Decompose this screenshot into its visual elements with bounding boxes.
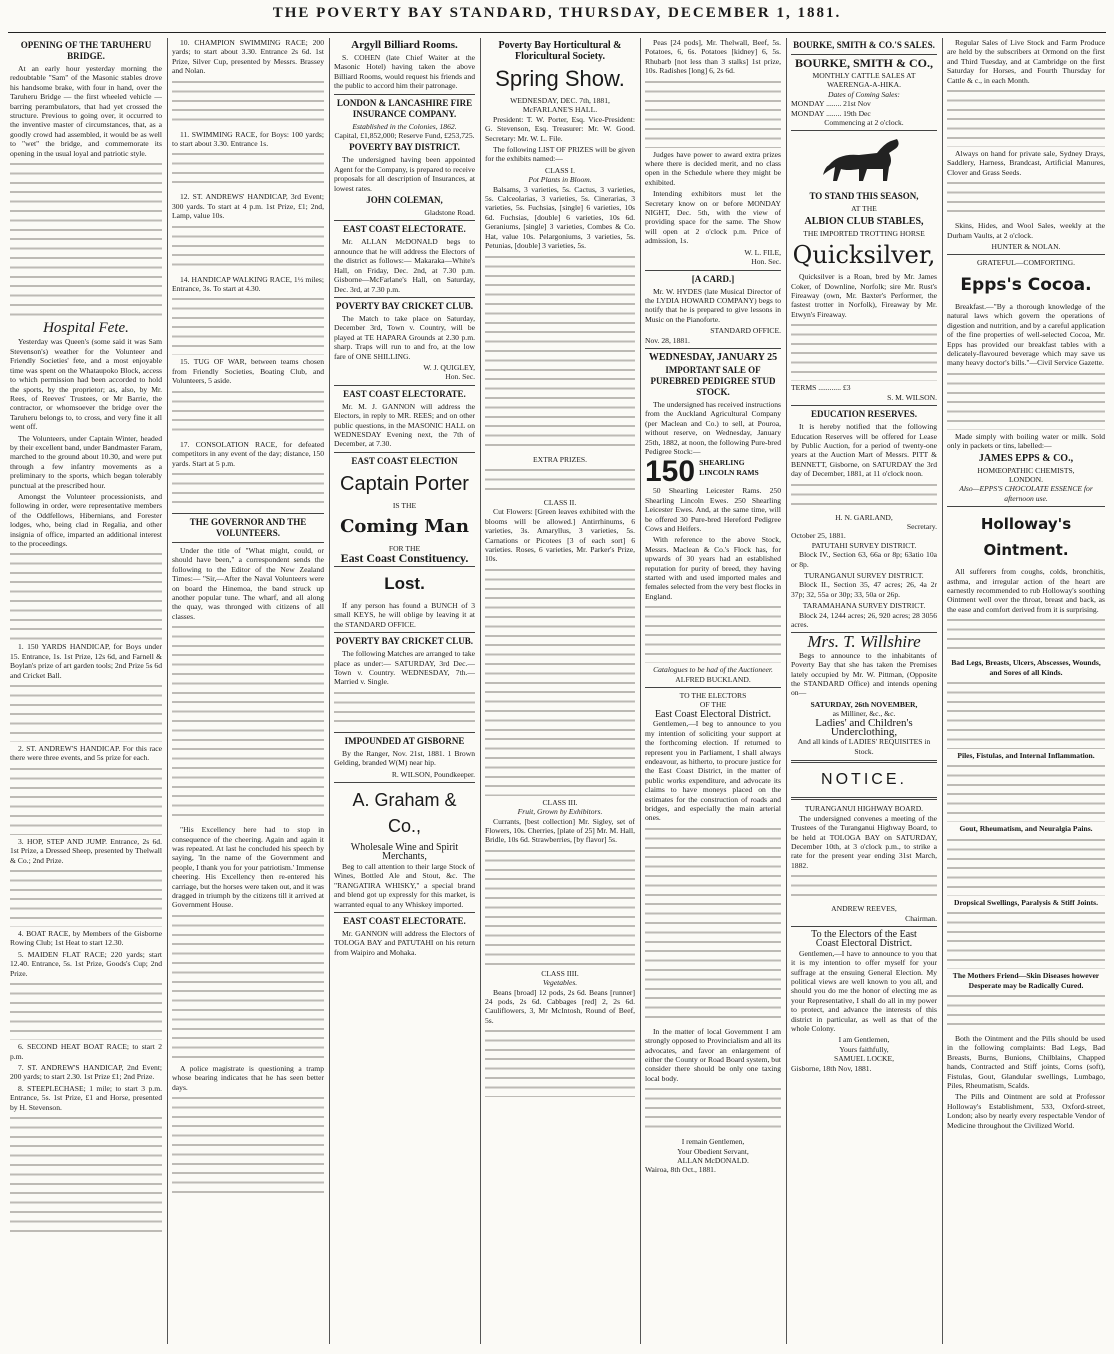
event-item: 4. BOAT RACE, by Members of the Gisborne Rowing Club; 1st Heat to start 12.30.	[10, 929, 162, 948]
article-heading: OPENING OF THE TARUHERU BRIDGE.	[20, 40, 152, 61]
ad-closing: Your Obedient Servant,	[677, 1146, 749, 1156]
divider	[334, 452, 475, 453]
ad-text: Also—EPPS'S CHOCOLATE ESSENCE for afternoon use.	[959, 484, 1093, 503]
divider	[645, 270, 781, 271]
ad-venue: McFARLANE'S HALL.	[522, 105, 598, 115]
ad-text: If any person has found a BUNCH of 3 small KEYS, he will oblige by leaving it at the STANDARD OFFICE.	[334, 601, 475, 629]
ad-text: The following Matches are arranged to take place as under:— SATURDAY, 3rd Dec.—Town v. Country. WEDNESDAY, 7th.—Married v. Single.	[334, 649, 475, 687]
ad-text: Skins, Hides, and Wool Sales, weekly at the Durham Vaults, at 2 o'clock.	[947, 221, 1105, 240]
ad-text: Gentlemen,—I have to announce to you that it is my intention to offer myself for your suffrage at the ensuing General Election. My political views are well known to you all, and should you do me the honor of electing me as your Representative, I shall do all in my power to protect, and advance the interests of this district in particular, as well as that of the whole Colony.	[791, 948, 937, 1033]
ad-subheading: Established in the Colonies, 1862.	[352, 121, 457, 131]
ad-heading: EDUCATION RESERVES.	[810, 409, 918, 420]
ad-heading: ALBION CLUB STABLES,	[804, 215, 924, 227]
event-item: 8. STEEPLECHASE; 1 mile; to start 3 p.m. Entrance, 5s. 1st Prize, £1 and Horse, presented by H. Stevenson.	[10, 1083, 162, 1112]
ad-text: It is hereby notified that the following Education Reserves will be offered for Lease by Public Auction, for a period of twenty-one years at the Auction Mart of Messrs. PITT & BENNETT, Gisborne, on SATURDAY the 3rd day of December, 1881, at 11 o'clock noon.	[791, 422, 937, 479]
ad-heading: East Coast Electoral District.	[654, 708, 772, 720]
ad-heading: AT THE	[851, 204, 877, 214]
ad-date: SATURDAY, 26th NOVEMBER,	[810, 699, 918, 709]
ad-signature: ANDREW REEVES,	[831, 904, 897, 914]
ad-text: Mr. M. J. GANNON will address the Electors, in reply to MR. REES; and on other public questions, in the MASONIC HALL on WEDNESDAY Evening next, the 7th of December, at 7.30.	[334, 401, 475, 449]
masthead	[0, 4, 1114, 34]
article-text-block	[10, 980, 162, 1040]
class-subheading: Fruit, Grown by Exhibitors.	[517, 807, 603, 817]
divider	[791, 405, 937, 406]
article-text-block	[10, 682, 162, 742]
stock-label: SHEARLING LINCOLN RAMS	[699, 458, 759, 477]
ad-signature: H. N. GARLAND,	[835, 512, 893, 522]
stock-count	[645, 458, 781, 486]
article-text-block	[172, 623, 324, 823]
divider	[334, 912, 475, 913]
ad-heading: IMPORTANT SALE OF PUREBRED PEDIGREE STUD STOCK.	[650, 364, 776, 397]
list-text-block	[485, 253, 635, 453]
divider	[791, 797, 937, 800]
article-text-block	[172, 470, 324, 510]
ad-title: Chairman.	[905, 913, 937, 923]
class-list: Currants, [best collection] Mr. Sigley, set of Flowers, 10s. Cherries, [plate of 25] Mr. M. Hall, Bridle, 10s 6d. Strawberries, [by flavor] 5s.	[485, 816, 635, 845]
ad-subheading: as Milliner, &c., &c.	[832, 709, 896, 719]
ad-subheading: MONTHLY CATTLE SALES AT WAERENGA-A-HIKA.	[812, 71, 916, 90]
sale-date: MONDAY ........ 19th Dec	[791, 108, 871, 118]
ad-text: S. COHEN (late Chief Waiter at the Masonic Hotel) having taken the above Billiard Rooms, would request his friends and the public to accord him their patronage.	[334, 53, 475, 91]
ad-display-line: Epps's Cocoa.	[960, 274, 1092, 295]
ad-text: And all kinds of LADIES' REQUISITES in Stock.	[797, 737, 931, 756]
divider	[791, 760, 937, 763]
event-item: 1. 150 YARDS HANDICAP, for Boys under 15. Entrance, 1s. 1st Prize, 12s 6d, and Farnell & Boylan's prize of art garden tools; 2nd Prize 5s 6d and Cricket Ball.	[10, 642, 162, 680]
ad-heading: Mrs. T. Willshire	[807, 632, 921, 652]
ad-heading: POVERTY BAY CRICKET CLUB.	[335, 636, 474, 647]
ad-heading: EAST COAST ELECTORATE.	[343, 224, 466, 235]
column-divider	[167, 38, 168, 1344]
list-text-block	[485, 466, 635, 496]
ad-heading: IMPOUNDED AT GISBORNE	[344, 735, 465, 746]
ad-heading: EAST COAST ELECTORATE.	[343, 915, 466, 926]
ad-heading: Poverty Bay Horticultural & Floricultural Society.	[498, 40, 622, 62]
ad-closing: Yours faithfully,	[839, 1044, 889, 1054]
list-text-block	[645, 78, 781, 148]
ad-text-block	[947, 679, 1105, 749]
ad-address: STANDARD OFFICE.	[710, 326, 781, 336]
ad-signature: JOHN COLEMAN,	[366, 195, 443, 206]
ad-text: Begs to announce to the inhabitants of Poverty Bay that she has taken the Premises lately occupied by Mr. W. Pittman, (Opposite the STANDARD Office) and intends opening on—	[791, 650, 937, 698]
ad-heading: BOURKE, SMITH & CO.'S SALES.	[793, 40, 935, 50]
article-text-block	[172, 1094, 324, 1194]
ad-text: Block 24, 1244 acres; 26, 920 acres; 28 3056 acres.	[791, 610, 937, 629]
class-heading: CLASS III.	[542, 797, 578, 807]
ad-heading: WEDNESDAY, JANUARY 25	[648, 351, 778, 363]
ad-date: Nov. 28, 1881.	[645, 335, 690, 345]
ad-signature: R. WILSON, Poundkeeper.	[391, 769, 475, 779]
ad-text-block	[791, 872, 937, 902]
ad-text: The following LIST OF PRIZES will be given for the exhibits named:—	[485, 145, 635, 164]
ad-text: Mr. W. HYDES (late Musical Director of the LYDIA HOWARD COMPANY) begs to notify that he is prepared to give lessons in Music on the Pianoforte.	[645, 286, 781, 324]
ad-closing: I am Gentlemen,	[838, 1035, 890, 1045]
article-text-block	[10, 1114, 162, 1234]
article-text-block	[10, 867, 162, 927]
ad-text-block	[947, 909, 1105, 969]
ad-heading: POVERTY BAY CRICKET CLUB.	[335, 300, 474, 311]
divider	[172, 542, 324, 543]
divider	[334, 566, 475, 567]
ad-display-line: Holloway's Ointment.	[980, 515, 1072, 560]
ad-heading: TO STAND THIS SEASON,	[809, 191, 919, 202]
event-item: 3. HOP, STEP AND JUMP. Entrance, 2s 6d. 1st Prize, a Dressed Sheep, presented by Thelwall & Co.; 2nd Prize.	[10, 836, 162, 865]
ad-text: Mr. GANNON will address the Electors of TOLOGA BAY and PATUTAHI on his return from Waipiro and Mohaka.	[334, 928, 475, 957]
ad-subheading: Dates of Coming Sales:	[828, 89, 900, 99]
ad-text-block	[791, 481, 937, 511]
ad-text: Both the Ointment and the Pills should be used in the following complaints: Bad Legs, Bad Breasts, Burns, Bunions, Chilblains, Chapped hands, Contracted and Stiff joints, Corns (soft), Fistulas, Gout, Glandular swellings, Lumbago, Piles, Rheumatism, Scalds.	[947, 1034, 1105, 1091]
article-text-block	[10, 550, 162, 640]
ad-date: WEDNESDAY, DEC. 7th, 1881,	[510, 96, 610, 105]
ad-text: Capital, £1,852,000; Reserve Fund, £253,725.	[334, 131, 475, 141]
article-paragraph: "His Excellency here had to stop in consequence of the cheering. Again and again it was repeated. At last he concluded his speech by saying, 'In the name of the Government and people, I thank you for your patriotism.' Immense cheering. His Excellency then re-entered his carriage, but the horses were taken out, and it was dragged in triumph by the citizens till it arrived at Government House.	[172, 825, 324, 910]
article-text-block	[172, 388, 324, 438]
ad-signature: SAMUEL LOCKE,	[833, 1054, 895, 1064]
column-divider	[786, 38, 787, 1344]
column-6	[791, 38, 937, 1344]
ad-signature: S. M. WILSON.	[887, 392, 937, 402]
article-text-block	[10, 160, 162, 320]
ad-date: October 25, 1881.	[791, 531, 846, 541]
ad-text: Made simply with boiling water or milk. Sold only in packets or tins, labelled:—	[947, 431, 1105, 451]
class-heading: CLASS IIII.	[541, 968, 579, 978]
divider	[791, 54, 937, 55]
ad-subheading: Wholesale Wine and Spirit Merchants,	[350, 842, 459, 863]
class-heading: CLASS II.	[543, 497, 577, 507]
ad-text: Quicksilver is a Roan, bred by Mr. James Coker, of Downline, Norfolk; sire Mr. Rust's Fireaway (own, Mr. Baxter's Performer, the fastest trotter in Norfolk), Fireaway by Mr. Etwyn's Fireaway.	[791, 272, 937, 319]
column-3	[334, 38, 475, 1344]
column-4	[485, 38, 635, 1344]
class-list: Beans [broad] 12 pods, 2s 6d. Beans [runner] 24 pods, 2s 6d. Cabbages [red] 2, 2s 6d. Cauliflowers, 3, Mr McIntosh, Round of Beef, 5s.	[485, 987, 635, 1025]
ad-text-block	[947, 179, 1105, 219]
ad-heading: LONDON & LANCASHIRE FIRE INSURANCE COMPANY.	[336, 97, 473, 119]
divider	[334, 632, 475, 633]
ad-text: President: T. W. Porter, Esq. Vice-President: G. Stevenson, Esq. Treasurer: Mr. W. Good. Secretary: Mr. W. L. File.	[485, 114, 635, 143]
ad-display-line: Quicksilver,	[792, 241, 936, 270]
article-text-block	[172, 912, 324, 1062]
ad-text: The Pills and Ointment are sold at Professor Holloway's Establishment, 533, Oxford-street, London; also by nearly every respectable Vendor of Medicine throughout the Civilized World.	[947, 1092, 1105, 1130]
class-heading: EXTRA PRIZES.	[532, 454, 587, 464]
column-divider	[640, 38, 641, 1344]
section-heading: The Mothers Friend—Skin Diseases however Desperate may be Radically Cured.	[952, 971, 1100, 990]
article-text-block	[10, 765, 162, 835]
ad-subheading: TURANGANUI HIGHWAY BOARD.	[804, 804, 924, 814]
ad-text: The undersigned having been appointed Agent for the Company, is prepared to receive proposals for all description of Insurances, at lowest rates.	[334, 155, 475, 193]
sale-note: Commencing at 2 o'clock.	[824, 118, 904, 128]
article-text-block	[172, 150, 324, 190]
ad-text: Intending exhibitors must let the Secretary know on or before MONDAY NIGHT, Dec. 5th, with the view of providing space for the same. The Show will open at 2 o'clock p.m. Price of admission, 1s.	[645, 189, 781, 246]
ad-heading: Argyll Billiard Rooms.	[351, 39, 458, 51]
ad-signature: HUNTER & NOLAN.	[991, 242, 1061, 252]
ad-heading: EAST COAST ELECTORATE.	[343, 388, 466, 399]
divider	[172, 513, 324, 514]
class-subheading: Pot Plants in Bloom.	[528, 175, 592, 185]
article-text-block	[172, 78, 324, 128]
ad-signature: ALLAN McDONALD.	[677, 1156, 749, 1165]
divider	[334, 385, 475, 386]
sale-date: MONDAY ........ 21st Nov	[791, 99, 871, 109]
masthead-title: THE POVERTY BAY STANDARD, THURSDAY, DECEMBER 1, 1881.	[272, 5, 842, 21]
event-item: 14. HANDICAP WALKING RACE, 1½ miles; Entrance, 3s. To start at 4.30.	[172, 274, 324, 294]
event-item: 12. ST. ANDREWS' HANDICAP, 3rd Event; 300 yards. To start at 4 p.m. 1st Prize, £1; 2nd, Lamp, value 10s.	[172, 192, 324, 221]
list-text-block	[485, 1027, 635, 1097]
ad-text-block	[947, 370, 1105, 430]
ad-display-line: Ladies' and Children's Underclothing,	[815, 716, 913, 739]
stock-number: 150	[645, 458, 696, 487]
ad-address: Gladstone Road.	[424, 208, 475, 218]
ad-heading: [A CARD.]	[691, 273, 735, 284]
event-item: 15. TUG OF WAR, between teams chosen from Friendly Societies, Boating Club, and Volunteers, 5 aside.	[172, 357, 324, 386]
event-item: 7. ST. ANDREW'S HANDICAP, 2nd Event; 200 yards; to start 2.30. 1st Prize £1; 2nd Prize.	[10, 1062, 162, 1082]
event-item: 5. MAIDEN FLAT RACE; 220 yards; start 12.40. Entrance, 5s. 1st Prize, Goods's Cup; 2nd Prize.	[10, 949, 162, 978]
ad-text: Block IV., Section 63, 66a or 8p; 63atio 10a or 8p.	[791, 550, 937, 569]
article-paragraph: The Volunteers, under Captain Winter, headed by their excellent band, under Bandmaster Faram, marched to the ground about 10.30, and were put through a few infantry movements as a preliminary to the sports, which began tolerably punctual at the prescribed hour.	[10, 433, 162, 490]
ad-heading: GRATEFUL—COMFORTING.	[976, 258, 1076, 268]
ad-subheading: THE IMPORTED TROTTING HORSE	[803, 228, 925, 238]
article-heading: Hospital Fete.	[43, 320, 129, 337]
ad-title: Hon. Sec.	[445, 372, 475, 382]
ad-heading: A. Graham & Co.,	[352, 790, 457, 837]
ad-heading: EAST COAST ELECTION	[351, 455, 458, 466]
column-divider	[329, 38, 330, 1344]
section-heading: Piles, Fistulas, and Internal Inflammation.	[957, 751, 1095, 760]
ad-heading: NOTICE.	[821, 771, 907, 789]
ad-heading: POVERTY BAY DISTRICT.	[349, 142, 460, 153]
divider	[334, 220, 475, 221]
ad-text: By the Ranger, Nov. 21st, 1881. 1 Brown Gelding, branded W(M) near hip.	[334, 748, 475, 768]
ad-text-block	[645, 825, 781, 1025]
ad-text-block	[334, 689, 475, 729]
horse-illustration-icon	[819, 135, 909, 187]
class-heading: CLASS I.	[545, 165, 575, 175]
column-divider	[942, 38, 943, 1344]
event-item: 11. SWIMMING RACE, for Boys: 100 yards; to start about 3.30. Entrance 1s.	[172, 129, 324, 149]
column-1	[10, 38, 162, 1344]
district-heading: TARAMAHANA SURVEY DISTRICT.	[802, 601, 926, 611]
class-subheading: Vegetables.	[542, 978, 578, 988]
ad-text: All sufferers from coughs, colds, bronchitis, asthma, and irregular action of the heart are earnestly recommended to rub Holloway's soothing Ointment well over the throat, breast and back, as the ease and comfort derived from it is surprising.	[947, 567, 1105, 614]
event-item: 17. CONSOLATION RACE, for defeated competitors in any event of the day; distance, 150 yards. Start at 5 p.m.	[172, 439, 324, 468]
list-text-block	[485, 847, 635, 967]
ad-display-line: Spring Show.	[495, 66, 625, 91]
ad-text: Gentlemen,—I beg to announce to you my intention of soliciting your support at the forthcoming election. If returned to represent you in Parliament, I shall always endeavour, as hitherto, to procure justice for the East Coast District, in the matter of public works expenditure, and advocate its claims to have moneys placed on the estimates for the construction of roads and bridges, and especially the main arterial ones.	[645, 719, 781, 823]
event-item: 10. CHAMPION SWIMMING RACE; 200 yards; to start about 3.30. Entrance 2s 6d. 1st Prize, Silver Cup, presented by Messrs. Brassey and Nolan.	[172, 38, 324, 76]
article-paragraph: Yesterday was Queen's (some said it was Sam Stevenson's) weather for the Volunteer and Friendly Societies' fete, and a most enjoyable time was spent on the Whataupoko Block, access to which permission had been accorded to hold the sports, by the proprietor; as, also, by Mr. Rees, of Reeves' Trustees, or Mr Barrie, the contractor, or whomsoever the bridge over the Taruheru belongs to, to cross, and very fine it all went off.	[10, 337, 162, 432]
ad-date: Gisborne, 18th Nov, 1881.	[791, 1063, 872, 1073]
section-heading: Dropsical Swellings, Paralysis & Stiff Joints.	[954, 897, 1098, 907]
event-item: 2. ST. ANDREW'S HANDICAP. For this race there were three events, and 5s prize for each.	[10, 744, 162, 763]
divider	[334, 94, 475, 95]
ad-text: Breakfast.—"By a thorough knowledge of the natural laws which govern the operations of digestion and nutrition, and by a careful application of the fine properties of well-selected Cocoa, Mr. Epps has provided our breakfast tables with a delicately-flavoured beverage which may save us many heavy doctor's bills."—Civil Service Gazette.	[947, 301, 1105, 368]
column-5	[645, 38, 781, 1344]
ad-text-block	[947, 87, 1105, 147]
ad-heading: To the Electors of the East	[811, 928, 917, 940]
divider	[334, 732, 475, 733]
ad-text-block	[645, 603, 781, 663]
divider	[334, 297, 475, 298]
ad-text: Beg to call attention to their large Stock of Wines, Bottled Ale and Stout, &c. The "RANGATIRA WHISKY," a special brand and blend got up expressly for this market, is warranted equal to any Whiskey imported.	[334, 861, 475, 909]
article-heading: THE GOVERNOR AND THE VOLUNTEERS.	[189, 516, 307, 538]
ad-text: The undersigned has received instructions from the Auckland Agricultural Company (per Maclean and Co.) to sell, at Pouroa, without reserve, on Wednesday, January 25th, 1882, at noon, the following Pure-bred Pedigree Stock:—	[645, 399, 781, 456]
ad-text: Mr. ALLAN McDONALD begs to announce that he will address the Electors of the district as follows:— Makaraka—White's Hall, on Friday, Dec. 2nd, at 7.30 p.m. Gisborne—McFarlane's Hall, on Saturday, Dec. 3rd, at 7.30 p.m.	[334, 237, 475, 294]
ad-heading: Lost.	[384, 574, 425, 593]
ad-text-block	[645, 1085, 781, 1135]
ad-signature: ALFRED BUCKLAND.	[675, 674, 751, 684]
ad-heading: BOURKE, SMITH & CO.,	[794, 56, 933, 70]
ad-display-line: IS THE	[392, 500, 417, 510]
ad-note: Catalogues to be had of the Auctioneer.	[653, 665, 773, 675]
article-text-block	[172, 295, 324, 355]
section-heading: Gout, Rheumatism, and Neuralgia Pains.	[959, 824, 1093, 834]
ad-subheading: LONDON.	[1009, 474, 1043, 484]
ad-heading: OF THE	[699, 700, 727, 710]
ad-text: Regular Sales of Live Stock and Farm Produce are held by the subscribers at Ormond on the first and Third Tuesday, and at Cambridge on the first Saturday for Horses, and Fourth Thursday for Cattle & c., in each Month.	[947, 38, 1105, 85]
ad-text-block	[791, 321, 937, 381]
class-list: Cut Flowers: [Green leaves exhibited with the blooms will be allowed.] Antirrhinums, 6 varieties, 3s. Amaryllus, 3 varieties, 5s. Carnations or Picotees [3 of each sort] 6 varieties. Roses, 6 varieties, Mr. Parker's Prize, 10s.	[485, 507, 635, 564]
ad-text: Judges have power to award extra prizes where there is decided merit, and no class open in the Schedule where they might be exhibited.	[645, 149, 781, 187]
class-list: Balsams, 3 varieties, 5s. Cactus, 3 varieties, 5s. Calceolarias, 3 varieties, 5s. Cinerarias, 3 varieties, 5s. Fuchsias, [single] 6 varieties, 10s 6d. Fuchsias, [double] 6 varieties, 10s 6d. Geraniums, [single] 3 varieties, Combes & Co. Hat, value 10s. Pelargoniums, 3 varieties, 5s. Petunias, [double] 3 varieties, 5s.	[485, 184, 635, 251]
ad-closing: I remain Gentlemen,	[681, 1137, 745, 1147]
divider	[947, 254, 1105, 255]
ad-text: Always on hand for private sale, Sydney Drays, Saddlery, Harness, Brandcast, Artificial Manures, Clover and Grass Seeds.	[947, 149, 1105, 177]
ad-text: The Match to take place on Saturday, December 3rd, Town v. Country, will be played at TE HAPARA Grounds at 2.30 p.m. sharp. Traps will run to and fro, at the low fare of ONE SHILLING.	[334, 313, 475, 361]
divider	[947, 506, 1105, 507]
article-text-block	[172, 223, 324, 273]
ad-text: The undersigned convenes a meeting of the Trustees of the Turanganui Highway Board, to be held at TOLOGA BAY on SATURDAY, December 10th, at 3 o'clock p.m., to strike a rate for the present year ending 31st March, 1882.	[791, 813, 937, 870]
section-heading: Bad Legs, Breasts, Ulcers, Abscesses, Wounds, and Sores of all Kinds.	[951, 658, 1101, 677]
article-paragraph: Under the title of "What might, could, or should have been," a correspondent sends the following to the Editor of the New Zealand Times:— "Sir,—After the Naval Volunteers were on board the Hinemoa, the band struck up another popular tune. The wharf, and all along the quay, was thronged with citizens of all classes.	[172, 545, 324, 621]
column-2	[172, 38, 324, 1344]
article-paragraph: A police magistrate is questioning a tramp whose bearing indicates that he has seen better days.	[172, 1063, 324, 1092]
article-paragraph: At an early hour yesterday morning the redoubtable "Sam" of the Masonic stables drove his handsome brake, with four in hand, over the Taruheru Bridge — the first wheeled vehicle — barring perambulators, that had yet crossed the structure. Previous to going over, it occurred to the inventive master of circumstances, that, as a goodly crowd had assembled, it would be as well to "wet" the bridge, and commemorate its opening in the usual loyal and patriotic style.	[10, 64, 162, 158]
ad-display-line: East Coast Constituency.	[340, 550, 469, 565]
masthead-rule	[8, 32, 1106, 33]
district-heading: PATUTAHI SURVEY DISTRICT.	[811, 540, 917, 550]
ad-subheading: HOMŒOPATHIC CHEMISTS,	[977, 465, 1075, 475]
ad-text-block	[947, 836, 1105, 896]
district-heading: TURANGANUI SURVEY DISTRICT.	[804, 570, 924, 580]
divider	[645, 348, 781, 349]
ad-text-block	[947, 616, 1105, 656]
divider	[334, 782, 475, 783]
ad-title: Hon. Sec.	[751, 257, 781, 267]
ad-terms: TERMS ............ £3	[791, 383, 851, 393]
article-paragraph: Amongst the Volunteer processionists, and following in order, were representative members of the Oddfellows, Hibernians, and Forester lodges, who, being clad in Regalia, and other insignia of office, imparted an additional interest to the proceedings.	[10, 491, 162, 548]
ad-text: In the matter of local Government I am strongly opposed to Provincialism and all its advocates, and favor an enlargement of either the County or Road Board system, but consider there should be only one taxing local body.	[645, 1026, 781, 1083]
list-text-block	[485, 566, 635, 796]
divider	[645, 687, 781, 688]
column-7	[947, 38, 1105, 1344]
ad-display-line: FOR THE	[388, 544, 421, 554]
ad-display-line: Captain Porter	[340, 472, 469, 495]
divider	[791, 926, 937, 927]
ad-text: With reference to the above Stock, Messrs. Maclean & Co.'s Flock has, for upwards of 30 years had an established reputation for purity of breed, they having started with and used imported males and females selected from the very best flocks in England.	[645, 535, 781, 601]
ad-heading: TO THE ELECTORS	[679, 691, 747, 701]
event-item: 6. SECOND HEAT BOAT RACE; to start 2 p.m.	[10, 1042, 162, 1061]
class-list: Peas [24 pods], Mr. Thelwall, Beef, 5s. Potatoes, 6, 6s. Potatoes [kidney] 6, 5s. Rhubarb [not less than 3 stalks] 1st prize, 10s. Radishes [long] 6, 2s 6d.	[645, 38, 781, 76]
ad-signature: W. L. FILE,	[744, 247, 781, 257]
ad-date: Wairoa, 8th Oct., 1881.	[645, 1165, 716, 1175]
ad-text: Block II., Section 35, 47 acres; 26, 4a 2r 37p; 32, 55a or 30p; 33, 50a or 26p.	[791, 580, 937, 599]
ad-signature: W. J. QUIGLEY,	[423, 362, 475, 372]
ad-title: Secretary.	[906, 521, 937, 531]
column-divider	[480, 38, 481, 1344]
ad-heading: JAMES EPPS & CO.,	[978, 452, 1074, 464]
ad-text-block	[947, 992, 1105, 1032]
ad-display-line: Coming Man	[340, 516, 469, 538]
ad-text-block	[947, 762, 1105, 822]
ad-heading: Coast Electoral District.	[815, 938, 913, 950]
divider	[791, 130, 937, 131]
ad-text: 50 Shearling Leicester Rams. 250 Shearling Lincoln Ewes. 250 Shearling Leicester Ewes. And, at the same time, will be offered 30 Pure-bred Hereford Pedigree Cows and Heifers.	[645, 486, 781, 533]
